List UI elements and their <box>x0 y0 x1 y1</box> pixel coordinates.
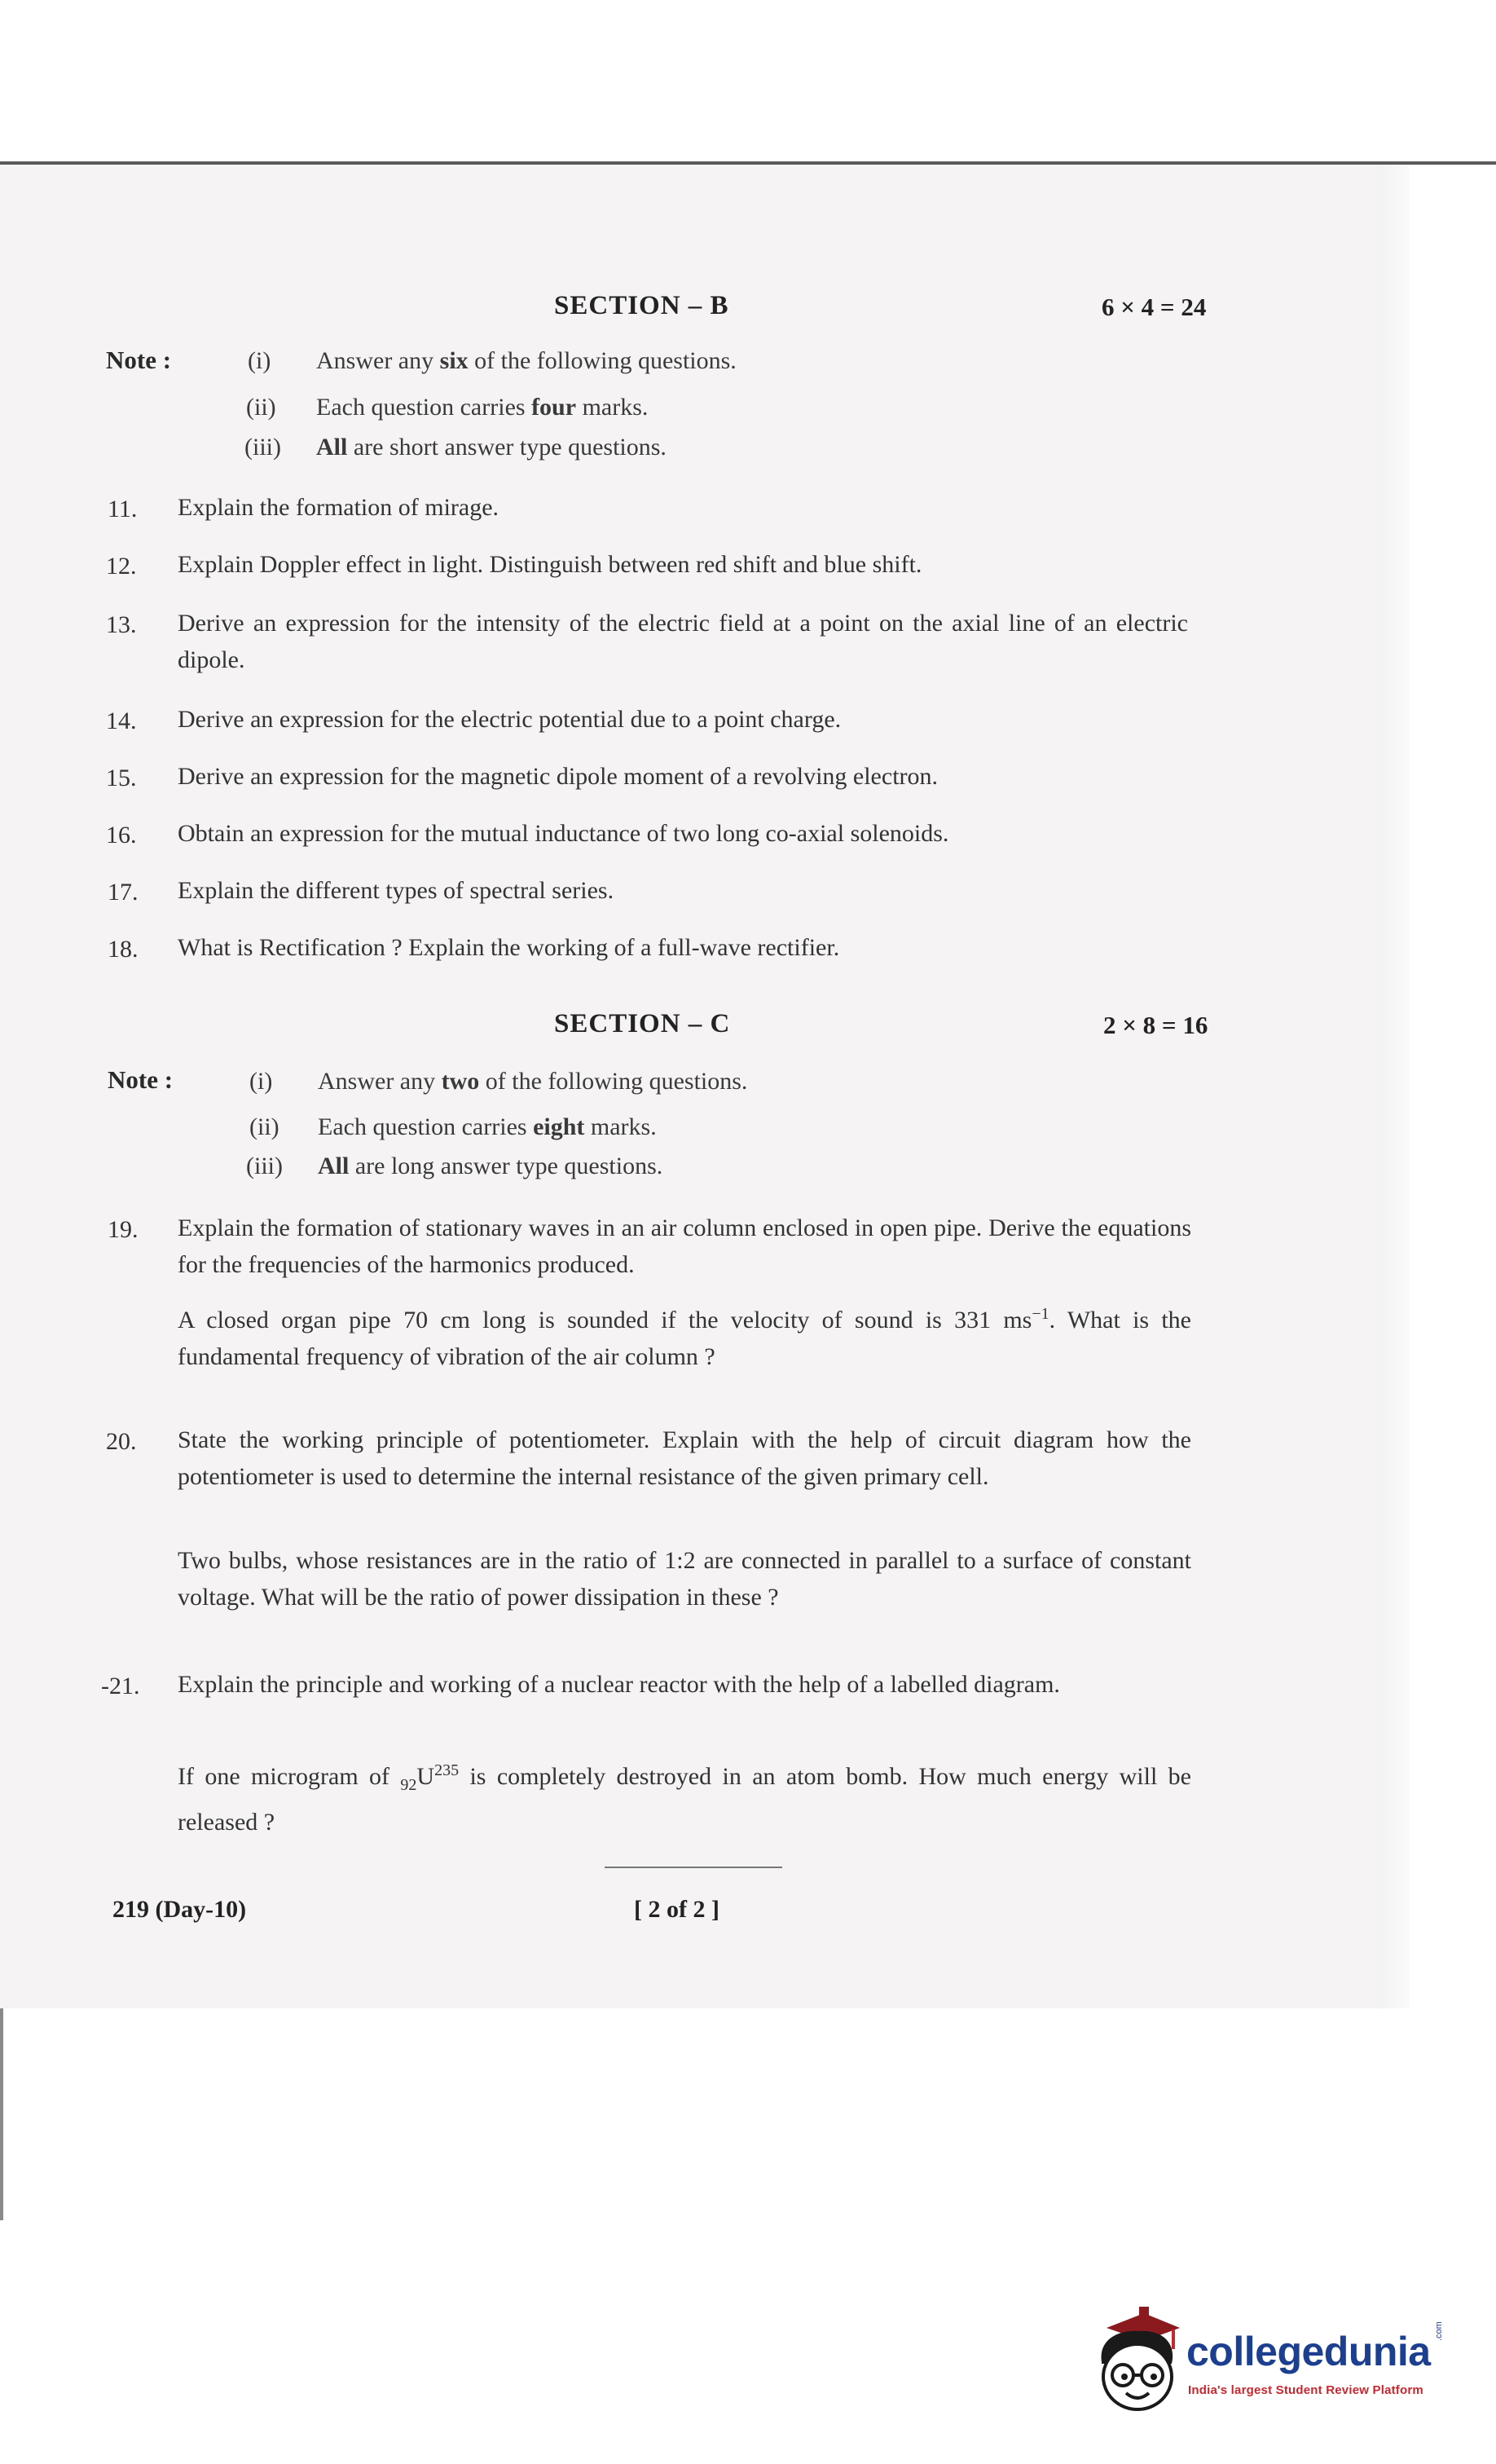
question-text: Explain the formation of stationary waves in an air column enclosed in open pipe. Derive the equations for the frequencies of the harmonics produced. <box>178 1214 1191 1278</box>
logo-suffix: .com <box>1434 2321 1444 2341</box>
question-subpart: If one microgram of $_{92}U^{235}$ is completely destroyed in an atom bomb. How much energy will be released ? <box>178 1761 1191 1836</box>
footer-divider <box>605 1867 782 1868</box>
question-number: 16. <box>106 822 137 849</box>
question-text: Derive an expression for the electric potential due to a point charge. <box>178 706 842 733</box>
question-text: Derive an expression for the magnetic dipole moment of a revolving electron. <box>178 763 939 790</box>
section-b-note-text: Each question carries four marks. <box>316 394 649 421</box>
question-number: 13. <box>106 611 137 638</box>
scanned-page-edge <box>1377 165 1410 2008</box>
question-subpart: Two bulbs, whose resistances are in the ratio of 1:2 are connected in parallel to a surface of constant voltage. What will be the ratio of power dissipation in these ? <box>178 1547 1191 1611</box>
section-b-note-text: Answer any six of the following questions. <box>316 347 737 374</box>
section-b-note-text: All are short answer type questions. <box>316 434 667 461</box>
page-left-edge <box>0 2008 3 2220</box>
section-b-title: SECTION – B <box>554 291 729 320</box>
question-number: 15. <box>106 765 137 791</box>
section-c-note-text: Each question carries eight marks. <box>318 1113 657 1140</box>
question-text: State the working principle of potentiometer. Explain with the help of circuit diagram how the potentiometer is used to determine the internal resistance of the given primary cell. <box>178 1426 1191 1490</box>
section-b-note-num: (i) <box>248 347 271 374</box>
question-number: 14. <box>106 707 137 734</box>
section-b-note-num: (iii) <box>244 434 281 461</box>
section-c-marks: 2 × 8 = 16 <box>1103 1011 1208 1039</box>
section-c-note-num: (iii) <box>246 1153 283 1179</box>
question-text: What is Rectification ? Explain the working of a full-wave rectifier. <box>178 934 840 961</box>
question-text: Explain the principle and working of a nuclear reactor with the help of a labelled diagram. <box>178 1671 1060 1698</box>
question-number: 18. <box>108 936 139 963</box>
logo-name: collegedunia <box>1186 2329 1431 2374</box>
question-text: Obtain an expression for the mutual inductance of two long co-axial solenoids. <box>178 820 949 847</box>
section-c-note-num: (i) <box>249 1068 273 1095</box>
section-b-marks: 6 × 4 = 24 <box>1102 293 1207 321</box>
question-number: 19. <box>108 1216 139 1243</box>
collegedunia-logo[interactable] <box>1092 2305 1467 2419</box>
section-c-note-text: Answer any two of the following questions. <box>318 1068 748 1095</box>
question-text: Explain the formation of mirage. <box>178 494 499 521</box>
question-number: 11. <box>108 496 138 522</box>
question-number: 12. <box>106 553 137 580</box>
section-b-note-label: Note : <box>106 346 172 374</box>
section-c-note-text: All are long answer type questions. <box>318 1153 663 1179</box>
section-c-title: SECTION – C <box>554 1009 731 1038</box>
question-number: -21. <box>101 1673 140 1699</box>
question-text: Explain Doppler effect in light. Distinguish between red shift and blue shift. <box>178 551 922 578</box>
section-c-note-label: Note : <box>108 1065 174 1094</box>
section-b-note-num: (ii) <box>246 394 276 421</box>
mascot-icon <box>1092 2305 1183 2419</box>
question-number: 20. <box>106 1428 137 1455</box>
page-number: [ 2 of 2 ] <box>634 1896 719 1923</box>
question-number: 17. <box>108 879 139 906</box>
section-c-note-num: (ii) <box>249 1113 279 1140</box>
question-text: Derive an expression for the intensity of the electric field at a point on the axial line of an electric dipole. <box>178 610 1188 673</box>
logo-tagline: India's largest Student Review Platform <box>1188 2383 1423 2397</box>
question-text: Explain the different types of spectral series. <box>178 877 614 904</box>
paper-code: 219 (Day-10) <box>112 1896 247 1923</box>
question-subpart: A closed organ pipe 70 cm long is sounded if the velocity of sound is 331 $ms^{-1}$. What is the fundamental frequency of vibration of the air column ? <box>178 1305 1191 1370</box>
